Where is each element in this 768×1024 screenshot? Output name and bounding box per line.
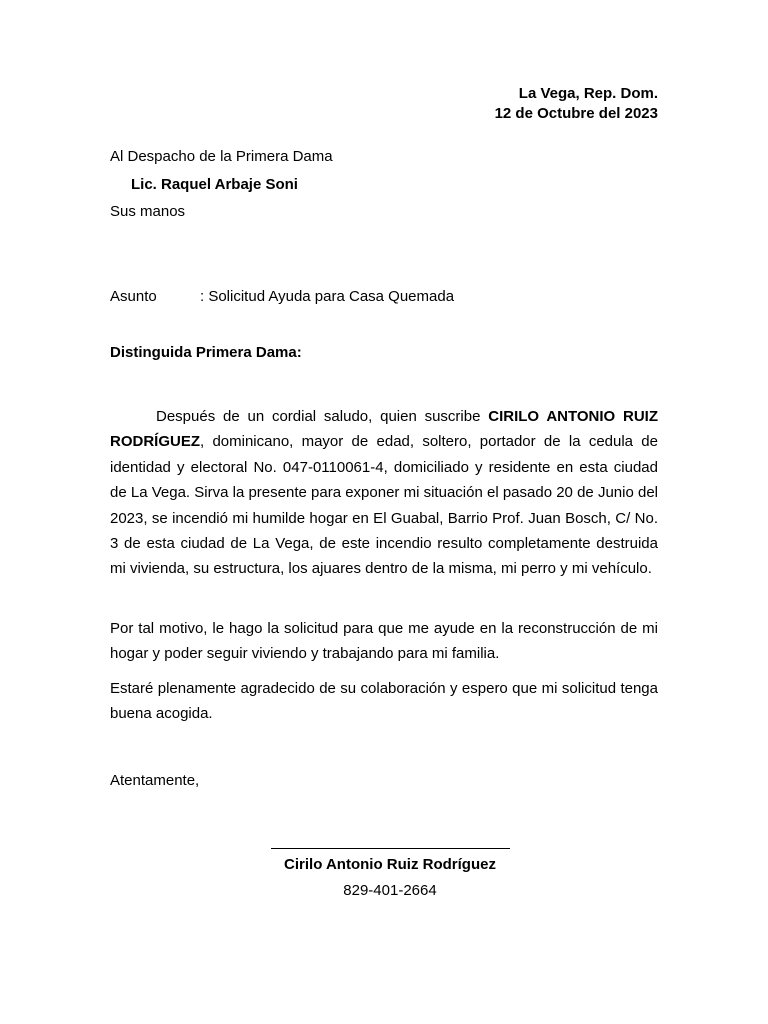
signature-name: Cirilo Antonio Ruiz Rodríguez [284,856,496,873]
signature-line [271,848,510,849]
closing: Atentamente, [110,772,200,789]
body-paragraph-2: Por tal motivo, le hago la solicitud para que me ayude en la reconstrucción de mi hogar y poder seguir viviendo y trabajando para mi familia. [110,620,658,663]
header-date: 12 de Octubre del 2023 [494,105,658,122]
recipient-closing-line: Sus manos [110,203,186,220]
letter-header [495,84,658,124]
p1-intro: Después de un cordial saludo, quien suscribe [156,408,489,425]
recipient-office: Al Despacho de la Primera Dama [110,148,333,165]
salutation: Distinguida Primera Dama: [110,344,302,361]
subject-value: : Solicitud Ayuda para Casa Quemada [200,288,455,305]
p1-sender-name: CIRILO ANTONIO RUIZ RODRÍGUEZ [110,408,658,451]
subject-line [110,288,454,305]
body-paragraph-1 [110,404,658,582]
body-paragraph-3: Estaré plenamente agradecido de su colaboración y espero que mi solicitud tenga buena acogida. [110,680,658,723]
header-place: La Vega, Rep. Dom. [518,85,658,102]
recipient-name: Lic. Raquel Arbaje Soni [131,176,298,193]
p1-rest: , dominicano, mayor de edad, soltero, portador de la cedula de identidad y electoral No. 047-0110061-4, domiciliado y residente en esta ciudad de La Vega. Sirva la presente para exponer mi situación el pasado 20 de Junio del 2023, se incendió mi humilde hogar en El Guabal, Barrio Prof. Juan Bosch, C/ No. 3 de esta ciudad de La Vega, de este incendio resulto completamente destruida mi vivienda, su estructura, los ajuares dentro de la misma, mi perro y mi vehículo. [110,433,658,578]
subject-label: Asunto [110,288,157,305]
signature-phone: 829-401-2664 [343,882,437,899]
